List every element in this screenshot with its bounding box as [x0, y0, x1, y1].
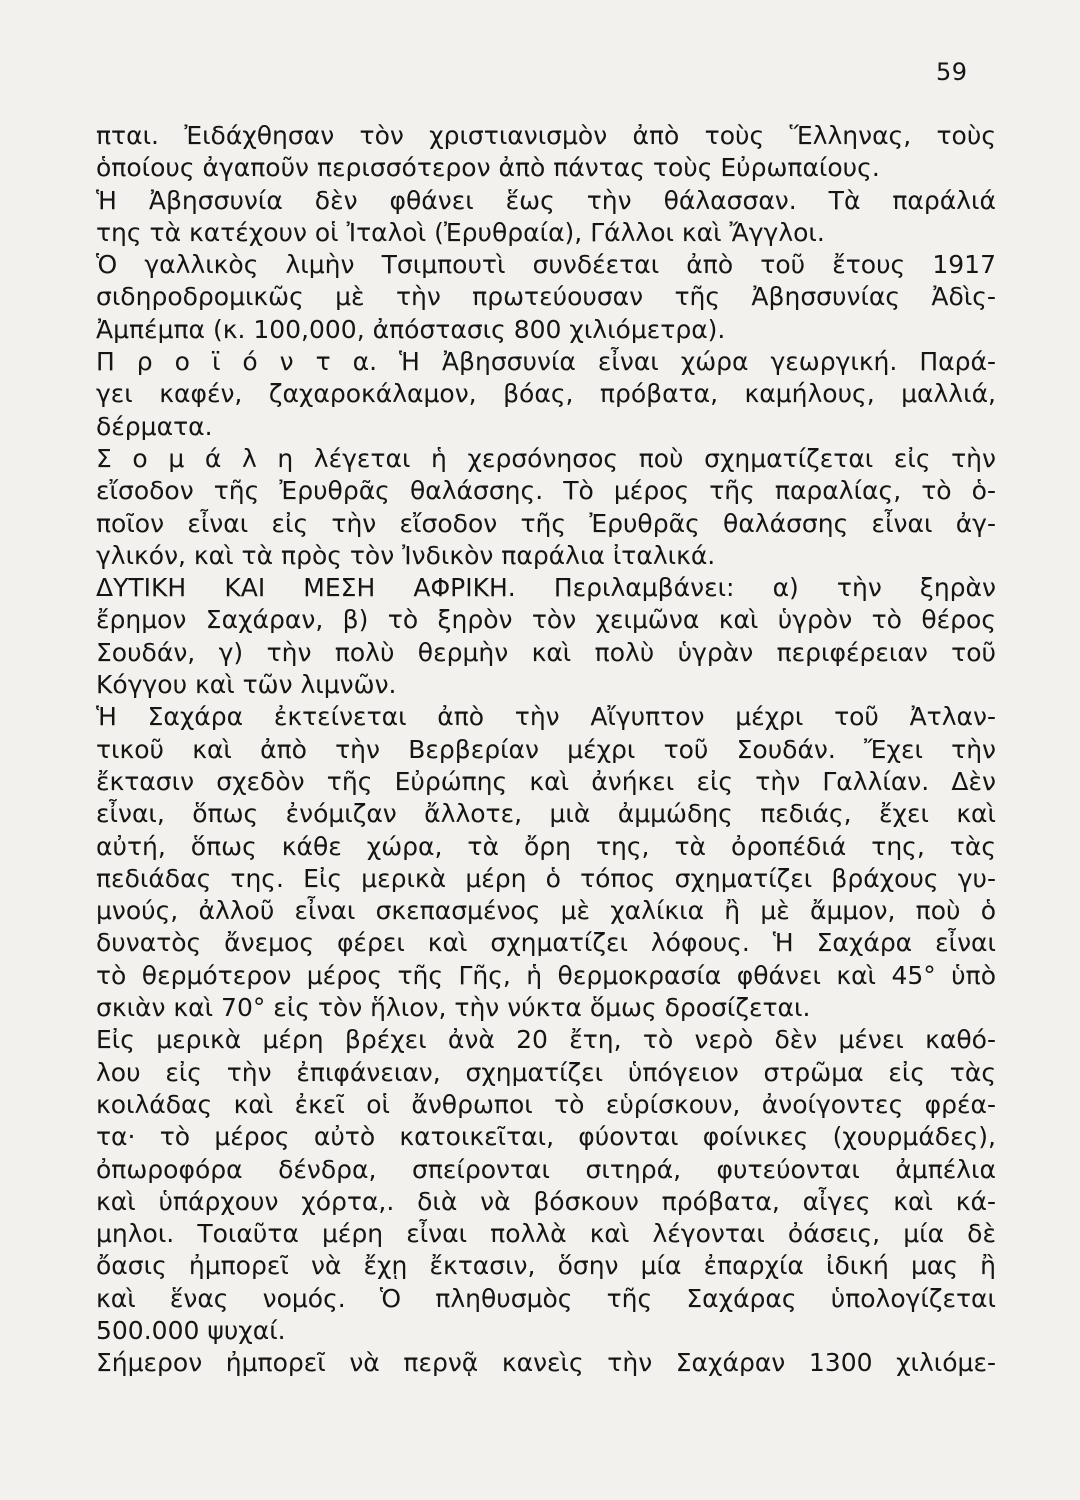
- text-line: αὐτή, ὅπως κάθε χώρα, τὰ ὄρη της, τὰ ὀροπέδιά της, τὰς: [96, 831, 996, 861]
- text-line: τικοῦ καὶ ἀπὸ τὴν Βερβερίαν μέχρι τοῦ Σουδάν. Ἔχει τὴν: [96, 734, 996, 764]
- text-line: 500.000 ψυχαί.: [96, 1315, 286, 1345]
- text-line: Ἀμπέμπα (κ. 100,000, ἀπόστασις 800 χιλιόμετρα).: [96, 314, 726, 344]
- text-line: ἔρημον Σαχάραν, β) τὸ ξηρὸν τὸν χειμῶνα καὶ ὑγρὸν τὸ θέρος: [96, 605, 996, 635]
- text-line: κοιλάδας καὶ ἐκεῖ οἱ ἄνθρωποι τὸ εὑρίσκουν, ἀνοίγοντες φρέα-: [96, 1089, 996, 1119]
- text-line: της τὰ κατέχουν οἱ Ἰταλοὶ (Ἐρυθραία), Γάλλοι καὶ Ἄγγλοι.: [96, 217, 825, 247]
- text-line: εἴσοδον τῆς Ἐρυθρᾶς θαλάσσης. Τὸ μέρος τῆς παραλίας, τὸ ὁ-: [96, 476, 996, 506]
- text-line: Ἡ Σαχάρα ἐκτείνεται ἀπὸ τὴν Αἴγυπτον μέχρι τοῦ Ἀτλαν-: [96, 702, 996, 732]
- text-line: ΔΥΤΙΚΗ ΚΑΙ ΜΕΣΗ ΑΦΡΙΚΗ. Περιλαμβάνει: α) τὴν ξηρὰν: [96, 573, 996, 603]
- text-line: Κόγγου καὶ τῶν λιμνῶν.: [96, 670, 397, 700]
- text-line: Σήμερον ἠμπορεῖ νὰ περνᾷ κανεὶς τὴν Σαχάραν 1300 χιλιόμε-: [96, 1348, 996, 1378]
- page-number: 59: [936, 58, 968, 86]
- text-line: Ὁ γαλλικὸς λιμὴν Τσιμπουτὶ συνδέεται ἀπὸ τοῦ ἔτους 1917: [96, 250, 996, 280]
- text-line: Π ρ ο ϊ ό ν τ α. Ἡ Ἀβησσυνία εἶναι χώρα γεωργική. Παρά-: [96, 347, 996, 377]
- text-line: πεδιάδας της. Εἰς μερικὰ μέρη ὁ τόπος σχηματίζει βράχους γυ-: [96, 863, 996, 893]
- text-line: καὶ ἕνας νομός. Ὁ πληθυσμὸς τῆς Σαχάρας ὑπολογίζεται: [96, 1283, 996, 1313]
- text-line: λου εἰς τὴν ἐπιφάνειαν, σχηματίζει ὑπόγειον στρῶμα εἰς τὰς: [96, 1057, 996, 1087]
- text-line: Ἡ Ἀβησσυνία δὲν φθάνει ἕως τὴν θάλασσαν. Τὰ παράλιά: [96, 185, 996, 215]
- text-line: Σ ο μ ά λ η λέγεται ἡ χερσόνησος ποὺ σχηματίζεται εἰς τὴν: [96, 443, 996, 473]
- text-line: ὄασις ἠμπορεῖ νὰ ἔχῃ ἔκτασιν, ὅσην μία ἐπαρχία ἰδική μας ἢ: [96, 1251, 996, 1281]
- text-line: ὀπωροφόρα δένδρα, σπείρονται σιτηρά, φυτεύονται ἀμπέλια: [96, 1154, 996, 1184]
- text-line: μνούς, ἀλλοῦ εἶναι σκεπασμένος μὲ χαλίκια ἢ μὲ ἄμμον, ποὺ ὁ: [96, 896, 996, 926]
- text-line: πται. Ἐιδάχθησαν τὸν χριστιανισμὸν ἀπὸ τοὺς Ἕλληνας, τοὺς: [96, 121, 996, 150]
- text-line: ὁποίους ἀγαποῦν περισσότερον ἀπὸ πάντας τοὺς Εὐρωπαίους.: [96, 153, 880, 183]
- body-text: [96, 120, 996, 1380]
- text-line: τα· τὸ μέρος αὐτὸ κατοικεῖται, φύονται φοίνικες (χουρμάδες),: [96, 1122, 996, 1152]
- text-line: γει καφέν, ζαχαροκάλαμον, βόας, πρόβατα, καμήλους, μαλλιά,: [96, 379, 996, 409]
- text-line: δέρματα.: [96, 411, 213, 441]
- text-line: Σουδάν, γ) τὴν πολὺ θερμὴν καὶ πολὺ ὑγρὰν περιφέρειαν τοῦ: [96, 637, 996, 667]
- text-line: δυνατὸς ἄνεμος φέρει καὶ σχηματίζει λόφους. Ἡ Σαχάρα εἶναι: [96, 928, 996, 958]
- text-line: ποῖον εἶναι εἰς τὴν εἴσοδον τῆς Ἐρυθρᾶς θαλάσσης εἶναι ἀγ-: [96, 508, 996, 538]
- text-line: καὶ ὑπάρχουν χόρτα,. διὰ νὰ βόσκουν πρόβατα, αἶγες καὶ κά-: [96, 1186, 996, 1216]
- text-line: Εἰς μερικὰ μέρη βρέχει ἀνὰ 20 ἔτη, τὸ νερὸ δὲν μένει καθό-: [96, 1025, 996, 1055]
- text-line: τὸ θερμότερον μέρος τῆς Γῆς, ἡ θερμοκρασία φθάνει καὶ 45° ὑπὸ: [96, 960, 996, 990]
- text-line: σκιὰν καὶ 70° εἰς τὸν ἥλιον, τὴν νύκτα ὅμως δροσίζεται.: [96, 993, 811, 1023]
- text-line: σιδηροδρομικῶς μὲ τὴν πρωτεύουσαν τῆς Ἀβησσυνίας Ἀδὶς-: [96, 282, 996, 312]
- text-line: ἔκτασιν σχεδὸν τῆς Εὐρώπης καὶ ἀνήκει εἰς τὴν Γαλλίαν. Δὲν: [96, 766, 996, 796]
- text-line: εἶναι, ὅπως ἐνόμιζαν ἄλλοτε, μιὰ ἀμμώδης πεδιάς, ἔχει καὶ: [96, 799, 996, 829]
- text-line: μηλοι. Τοιαῦτα μέρη εἶναι πολλὰ καὶ λέγονται ὀάσεις, μία δὲ: [96, 1219, 996, 1249]
- text-line: γλικόν, καὶ τὰ πρὸς τὸν Ἰνδικὸν παράλια ἰταλικά.: [96, 540, 716, 570]
